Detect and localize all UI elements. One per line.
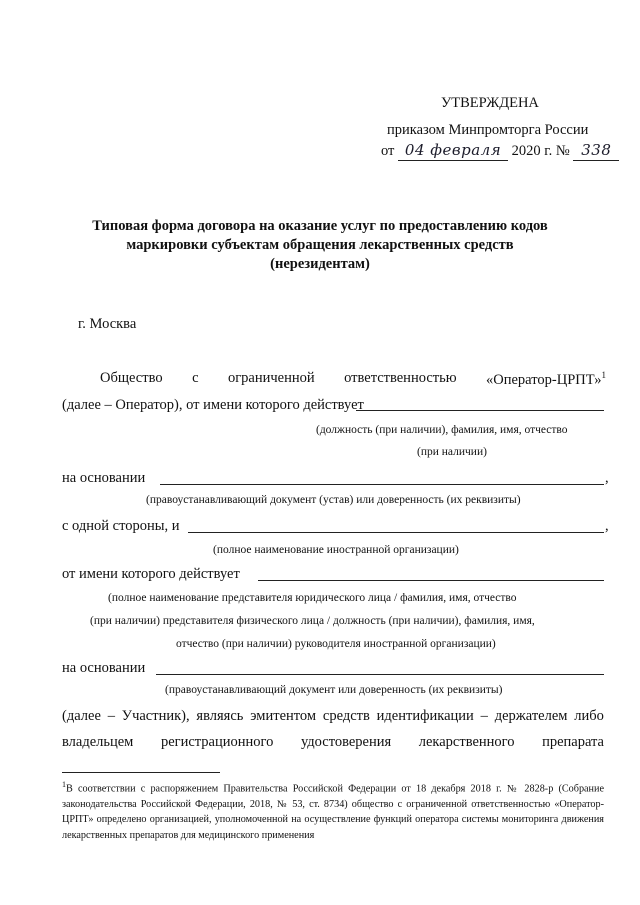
operator-name: «Оператор-ЦРПТ»$^1$ — [486, 370, 606, 388]
word: удостоверения — [300, 734, 392, 750]
participant-line-1 — [62, 708, 604, 725]
approval-year-text: 2020 г. № — [511, 143, 570, 159]
word: либо — [574, 708, 604, 724]
word: препарата — [542, 734, 604, 750]
word: лекарственного — [418, 734, 515, 750]
handwritten-number: 338 — [581, 141, 612, 159]
footnote-mark: 1 — [62, 780, 66, 789]
word: – — [480, 708, 488, 724]
approval-date-prefix: от — [381, 143, 395, 159]
word: регистрационного — [160, 734, 274, 750]
party-comma: , — [605, 518, 609, 534]
acting-caption-1: (полное наименование представителя юридического лица / фамилия, имя, отчество — [108, 592, 517, 604]
handwritten-date: 04 февраля — [404, 141, 502, 159]
party-label: с одной стороны, и — [62, 518, 180, 534]
basis2-label: на основании — [62, 660, 146, 676]
word: Участник), — [121, 708, 190, 724]
footnote — [62, 777, 604, 843]
acting-blank — [258, 580, 604, 581]
party-caption: (полное наименование иностранной организации) — [213, 544, 459, 556]
footnote-text: В соответствии с распоряжением Правительства Российской Федерации от 18 декабря 2018 г. № 2828-р (Собрание законодательства Российской Федерации, 2018, № 53, ст. 8734) общество с ограниченной ответственностью «Оператор-ЦРПТ» определено организацией, уполномоченной на осуществление функций оператора системы мониторинга движения лекарственных препаратов для медицинского применения — [62, 783, 604, 841]
word: средств — [322, 708, 370, 724]
word: эмитентом — [250, 708, 317, 724]
city: г. Москва — [78, 316, 137, 332]
word: ограниченной — [227, 370, 315, 386]
basis2-caption: (правоустанавливающий документ или доверенность (их реквизиты) — [165, 684, 503, 696]
word: являясь — [196, 708, 244, 724]
footnote-ref: 1 — [601, 370, 606, 380]
word: Общество — [100, 370, 163, 386]
party-blank — [188, 532, 604, 533]
signatory-caption-1: (должность (при наличии), фамилия, имя, отчество — [316, 424, 568, 436]
signatory-blank — [356, 410, 604, 411]
doc-title-line-1: Типовая форма договора на оказание услуг по предоставлению кодов — [92, 218, 548, 234]
handwritten-number-field — [573, 141, 619, 161]
word: с — [192, 370, 199, 386]
basis1-label: на основании — [62, 470, 146, 486]
approval-date-line — [381, 141, 619, 161]
word: владельцем — [62, 734, 134, 750]
word: держателем — [494, 708, 568, 724]
word: (далее — [62, 708, 101, 724]
acting-label: от имени которого действует — [62, 566, 240, 582]
para1-line-2: (далее – Оператор), от имени которого действует — [62, 397, 364, 413]
approval-title: УТВЕРЖДЕНА — [441, 95, 539, 111]
footnote-separator — [62, 772, 220, 773]
acting-caption-3: отчество (при наличии) руководителя иностранной организации) — [176, 638, 496, 650]
word: ответственностью — [344, 370, 457, 386]
word: – — [107, 708, 115, 724]
basis2-blank — [156, 674, 604, 675]
acting-caption-2: (при наличии) представителя физического лица / должность (при наличии), фамилия, имя, — [90, 615, 535, 627]
doc-title-line-3: (нерезидентам) — [270, 256, 370, 272]
participant-line-2 — [62, 734, 604, 751]
basis1-comma: , — [605, 470, 609, 486]
word: идентификации — [376, 708, 474, 724]
basis1-blank — [160, 484, 604, 485]
basis1-caption: (правоустанавливающий документ (устав) или доверенность (их реквизиты) — [146, 494, 521, 506]
signatory-caption-2: (при наличии) — [417, 446, 487, 458]
para1-line-1 — [100, 370, 606, 389]
approval-order-line: приказом Минпромторга России — [387, 122, 589, 138]
doc-title-line-2: маркировки субъектам обращения лекарственных средств — [126, 237, 514, 253]
handwritten-date-field — [398, 141, 508, 161]
